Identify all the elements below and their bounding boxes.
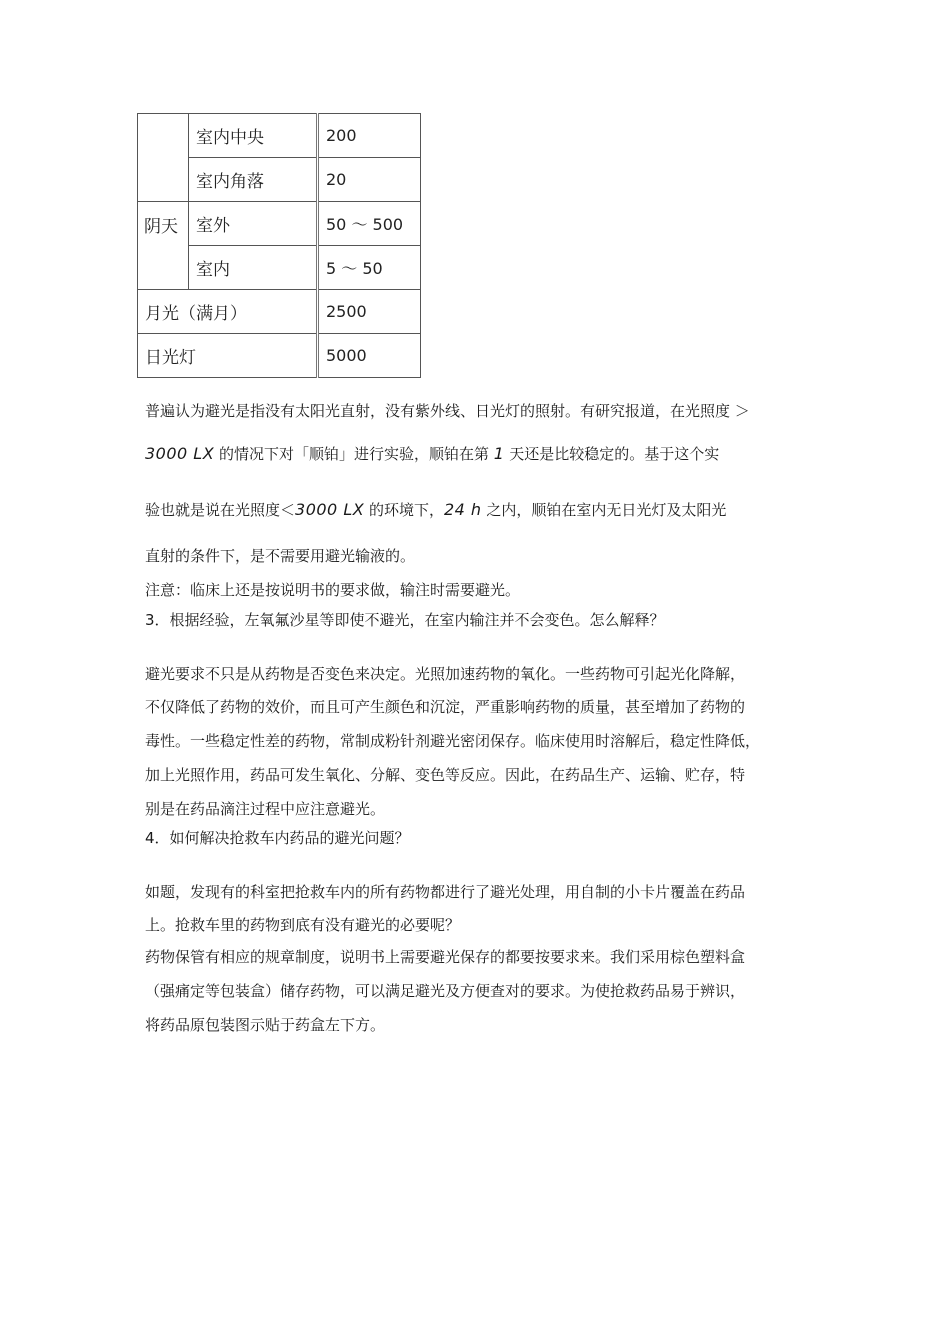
table-row <box>138 202 421 246</box>
inline-value: 3000 LX <box>295 500 365 519</box>
answer-line: 不仅降低了药物的效价，而且可产生颜色和沉淀，严重影响药物的质量，甚至增加了药物的 <box>145 698 746 716</box>
paragraph-line: 普遍认为避光是指没有太阳光直射，没有紫外线、日光灯的照射。有研究报道，在光照度 ＞ <box>145 402 750 420</box>
answer-line: 加上光照作用，药品可发生氧化、分解、变色等反应。因此，在药品生产、运输、贮存，特 <box>145 766 746 784</box>
table-cell-value: 50 ～ 500 <box>318 202 421 246</box>
table-cell-condition: 室内 <box>189 246 318 290</box>
answer-line: 药物保管有相应的规章制度，说明书上需要避光保存的都要按要求来。我们采用棕色塑料盒 <box>145 948 746 966</box>
question-heading: 4．如何解决抢救车内药品的避光问题？ <box>145 829 410 847</box>
inline-text: 的情况下对「顺铂」进行实验，顺铂在第 <box>214 445 494 463</box>
inline-value: 24 h <box>443 500 482 519</box>
inline-text: 之内，顺铂在室内无日光灯及太阳光 <box>481 501 727 519</box>
table-cell-category <box>138 114 189 202</box>
table-cell-condition: 室外 <box>189 202 318 246</box>
table-row <box>138 290 421 334</box>
paragraph-line <box>145 500 726 520</box>
table-cell-condition: 室内中央 <box>189 114 318 158</box>
answer-line: （强痛定等包装盒）储存药物，可以满足避光及方便查对的要求。为使抢救药品易于辨识， <box>145 982 746 1000</box>
answer-line: 毒性。一些稳定性差的药物，常制成粉针剂避光密闭保存。临床使用时溶解后，稳定性降低， <box>145 732 761 750</box>
paragraph-line: 直射的条件下，是不需要用避光输液的。 <box>145 547 416 565</box>
inline-text: 验也就是说在光照度＜ <box>145 501 296 519</box>
table-row <box>138 334 421 378</box>
table-cell-value: 20 <box>318 158 421 202</box>
table-cell-category: 阴天 <box>138 202 189 290</box>
illuminance-table <box>137 113 421 378</box>
answer-line: 将药品原包装图示贴于药盒左下方。 <box>145 1016 386 1034</box>
answer-line: 避光要求不只是从药物是否变色来决定。光照加速药物的氧化。一些药物可引起光化降解， <box>145 665 746 683</box>
answer-line: 上。抢救车里的药物到底有没有避光的必要呢？ <box>145 916 461 934</box>
inline-value: 3000 LX <box>145 444 215 463</box>
table-cell-label: 日光灯 <box>138 334 318 378</box>
answer-line: 如题，发现有的科室把抢救车内的所有药物都进行了避光处理，用自制的小卡片覆盖在药品 <box>145 883 746 901</box>
table-cell-value: 200 <box>318 114 421 158</box>
table-row <box>138 114 421 158</box>
inline-value: 1 <box>493 444 505 463</box>
paragraph-line <box>145 444 719 464</box>
table-cell-value: 5 ～ 50 <box>318 246 421 290</box>
table-cell-value: 5000 <box>318 334 421 378</box>
question-heading: 3．根据经验，左氧氟沙星等即使不避光，在室内输注并不会变色。怎么解释？ <box>145 611 665 629</box>
table-cell-label: 月光（满月） <box>138 290 318 334</box>
answer-line: 别是在药品滴注过程中应注意避光。 <box>145 800 386 818</box>
inline-text: 的环境下， <box>364 501 444 519</box>
table-cell-value: 2500 <box>318 290 421 334</box>
inline-text: 天还是比较稳定的。基于这个实 <box>504 445 720 463</box>
table-cell-condition: 室内角落 <box>189 158 318 202</box>
note-line: 注意：临床上还是按说明书的要求做，输注时需要避光。 <box>145 581 521 599</box>
